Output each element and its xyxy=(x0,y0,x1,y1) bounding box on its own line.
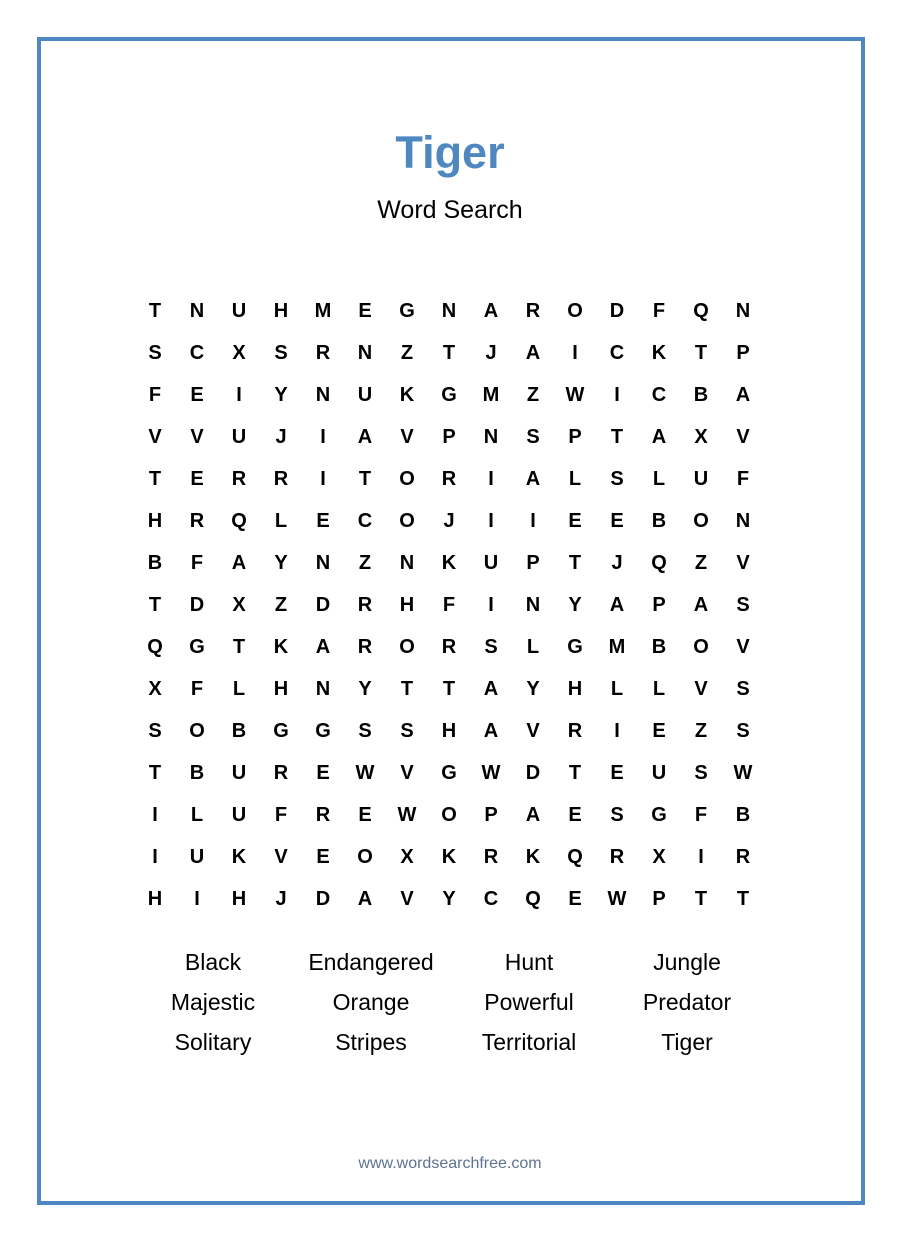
grid-letter[interactable]: L xyxy=(568,468,582,490)
word-list-item: Predator xyxy=(642,988,732,1015)
grid-letter[interactable]: G xyxy=(399,300,415,322)
grid-letter[interactable]: R xyxy=(315,804,331,826)
grid-letter[interactable]: J xyxy=(485,342,497,364)
grid-letter[interactable]: C xyxy=(651,384,667,406)
grid-letter[interactable]: I xyxy=(530,510,536,532)
grid-letter[interactable]: F xyxy=(736,468,750,490)
grid-letter[interactable]: X xyxy=(694,426,708,448)
page-subtitle: Word Search xyxy=(377,196,523,224)
grid-letter[interactable]: T xyxy=(442,678,456,700)
word-list-item: Hunt xyxy=(504,948,554,975)
grid-letter[interactable]: R xyxy=(441,468,457,490)
grid-letter[interactable]: J xyxy=(443,510,455,532)
grid-letter[interactable]: G xyxy=(567,636,583,658)
grid-letter[interactable]: E xyxy=(316,846,330,868)
grid-letter[interactable]: F xyxy=(148,384,162,406)
grid-letter[interactable]: U xyxy=(189,846,205,868)
grid-letter[interactable]: T xyxy=(400,678,414,700)
grid-letter[interactable]: I xyxy=(614,384,620,406)
grid-letter[interactable]: U xyxy=(357,384,373,406)
grid-letter[interactable]: F xyxy=(274,804,288,826)
word-list-item: Jungle xyxy=(653,948,721,975)
grid-letter[interactable]: S xyxy=(736,678,750,700)
grid-letter[interactable]: L xyxy=(232,678,246,700)
grid-letter[interactable]: R xyxy=(273,762,289,784)
word-list-item: Powerful xyxy=(484,988,574,1015)
grid-letter[interactable]: B xyxy=(147,552,163,574)
grid-letter[interactable]: L xyxy=(652,468,666,490)
grid-letter[interactable]: R xyxy=(735,846,751,868)
grid-letter[interactable]: Q xyxy=(525,888,541,910)
grid-letter[interactable]: B xyxy=(651,510,667,532)
grid-letter[interactable]: W xyxy=(607,888,627,910)
grid-letter[interactable]: S xyxy=(610,468,624,490)
grid-letter[interactable]: V xyxy=(190,426,204,448)
grid-letter[interactable]: P xyxy=(568,426,582,448)
grid-letter[interactable]: G xyxy=(315,720,331,742)
letter-grid xyxy=(134,290,764,920)
grid-letter[interactable]: S xyxy=(610,804,624,826)
grid-letter[interactable]: T xyxy=(358,468,372,490)
word-list xyxy=(134,942,766,1062)
grid-letter[interactable]: T xyxy=(148,300,162,322)
grid-letter[interactable]: O xyxy=(357,846,373,868)
grid-letter[interactable]: S xyxy=(400,720,414,742)
grid-letter[interactable]: D xyxy=(189,594,205,616)
grid-letter[interactable]: N xyxy=(735,300,751,322)
grid-letter[interactable]: I xyxy=(236,384,242,406)
grid-letter[interactable]: A xyxy=(483,300,499,322)
grid-letter[interactable]: R xyxy=(525,300,541,322)
grid-letter[interactable]: B xyxy=(231,720,247,742)
grid-letter[interactable]: N xyxy=(315,552,331,574)
grid-letter[interactable]: T xyxy=(568,762,582,784)
grid-letter[interactable]: K xyxy=(231,846,247,868)
grid-letter[interactable]: L xyxy=(190,804,204,826)
grid-letter[interactable]: R xyxy=(357,636,373,658)
grid-letter[interactable]: E xyxy=(610,762,624,784)
grid-letter[interactable]: R xyxy=(441,636,457,658)
grid-letter[interactable]: Z xyxy=(358,552,372,574)
grid-letter[interactable]: D xyxy=(609,300,625,322)
grid-letter[interactable]: R xyxy=(315,342,331,364)
grid-letter[interactable]: E xyxy=(568,804,582,826)
grid-letter[interactable]: M xyxy=(314,300,332,322)
grid-letter[interactable]: X xyxy=(652,846,666,868)
grid-letter[interactable]: D xyxy=(525,762,541,784)
grid-letter[interactable]: Y xyxy=(358,678,372,700)
grid-letter[interactable]: O xyxy=(189,720,205,742)
grid-letter[interactable]: S xyxy=(484,636,498,658)
grid-letter[interactable]: E xyxy=(190,468,204,490)
grid-letter[interactable]: A xyxy=(651,426,667,448)
grid-letter[interactable]: V xyxy=(400,762,414,784)
grid-letter[interactable]: I xyxy=(698,846,704,868)
grid-letter[interactable]: U xyxy=(231,426,247,448)
grid-letter[interactable]: H xyxy=(273,300,289,322)
grid-letter[interactable]: I xyxy=(320,426,326,448)
grid-letter[interactable]: L xyxy=(526,636,540,658)
grid-letter[interactable]: X xyxy=(232,594,246,616)
grid-letter[interactable]: I xyxy=(152,846,158,868)
grid-letter[interactable]: A xyxy=(525,804,541,826)
grid-letter[interactable]: Z xyxy=(694,552,708,574)
grid-letter[interactable]: B xyxy=(189,762,205,784)
grid-letter[interactable]: O xyxy=(399,636,415,658)
grid-letter[interactable]: U xyxy=(693,468,709,490)
grid-letter[interactable]: A xyxy=(231,552,247,574)
grid-letter[interactable]: A xyxy=(525,468,541,490)
grid-letter[interactable]: C xyxy=(483,888,499,910)
grid-letter[interactable]: R xyxy=(273,468,289,490)
grid-letter[interactable]: S xyxy=(148,342,162,364)
grid-letter[interactable]: U xyxy=(651,762,667,784)
grid-letter[interactable]: I xyxy=(614,720,620,742)
grid-letter[interactable]: H xyxy=(273,678,289,700)
grid-letter[interactable]: F xyxy=(190,552,204,574)
grid-letter[interactable]: Y xyxy=(442,888,456,910)
grid-letter[interactable]: R xyxy=(189,510,205,532)
grid-letter[interactable]: O xyxy=(399,468,415,490)
grid-letter[interactable]: G xyxy=(273,720,289,742)
grid-letter[interactable]: J xyxy=(275,888,287,910)
grid-letter[interactable]: I xyxy=(194,888,200,910)
grid-letter[interactable]: W xyxy=(481,762,501,784)
grid-letter[interactable]: P xyxy=(652,888,666,910)
grid-letter[interactable]: O xyxy=(399,510,415,532)
grid-letter[interactable]: P xyxy=(526,552,540,574)
grid-letter[interactable]: R xyxy=(609,846,625,868)
grid-letter[interactable]: Y xyxy=(568,594,582,616)
word-list-item: Stripes xyxy=(335,1028,407,1055)
grid-letter[interactable]: W xyxy=(565,384,585,406)
grid-letter[interactable]: N xyxy=(441,300,457,322)
grid-letter[interactable]: Q xyxy=(231,510,247,532)
grid-letter[interactable]: N xyxy=(357,342,373,364)
grid-letter[interactable]: V xyxy=(694,678,708,700)
grid-letter[interactable]: C xyxy=(189,342,205,364)
grid-letter[interactable]: W xyxy=(355,762,375,784)
grid-letter[interactable]: O xyxy=(693,636,709,658)
grid-letter[interactable]: L xyxy=(610,678,624,700)
grid-letter[interactable]: X xyxy=(148,678,162,700)
grid-letter[interactable]: Q xyxy=(651,552,667,574)
grid-letter[interactable]: G xyxy=(189,636,205,658)
grid-letter[interactable]: R xyxy=(567,720,583,742)
grid-letter[interactable]: E xyxy=(190,384,204,406)
grid-letter[interactable]: T xyxy=(568,552,582,574)
grid-letter[interactable]: O xyxy=(441,804,457,826)
grid-letter[interactable]: V xyxy=(400,888,414,910)
grid-letter[interactable]: Q xyxy=(147,636,163,658)
grid-letter[interactable]: N xyxy=(399,552,415,574)
grid-letter[interactable]: S xyxy=(694,762,708,784)
grid-letter[interactable]: M xyxy=(608,636,626,658)
word-list-item: Territorial xyxy=(481,1028,577,1055)
grid-letter[interactable]: A xyxy=(735,384,751,406)
grid-letter[interactable]: Z xyxy=(694,720,708,742)
page-title: Tiger xyxy=(395,127,505,178)
grid-letter[interactable]: A xyxy=(315,636,331,658)
grid-letter[interactable]: I xyxy=(488,468,494,490)
grid-letter[interactable]: H xyxy=(441,720,457,742)
grid-letter[interactable]: L xyxy=(274,510,288,532)
grid-letter[interactable]: Q xyxy=(567,846,583,868)
grid-letter[interactable]: W xyxy=(733,762,753,784)
grid-letter[interactable]: Z xyxy=(274,594,288,616)
grid-letter[interactable]: G xyxy=(651,804,667,826)
grid-letter[interactable]: A xyxy=(609,594,625,616)
grid-letter[interactable]: L xyxy=(652,678,666,700)
grid-letter[interactable]: X xyxy=(400,846,414,868)
grid-letter[interactable]: Y xyxy=(274,552,288,574)
grid-letter[interactable]: B xyxy=(735,804,751,826)
grid-letter[interactable]: P xyxy=(442,426,456,448)
grid-letter[interactable]: R xyxy=(483,846,499,868)
grid-letter[interactable]: I xyxy=(488,510,494,532)
grid-letter[interactable]: N xyxy=(735,510,751,532)
grid-letter[interactable]: X xyxy=(232,342,246,364)
grid-letter[interactable]: J xyxy=(611,552,623,574)
grid-letter[interactable]: R xyxy=(231,468,247,490)
grid-letter[interactable]: U xyxy=(483,552,499,574)
grid-letter[interactable]: Z xyxy=(526,384,540,406)
grid-letter[interactable]: K xyxy=(441,552,457,574)
grid-letter[interactable]: N xyxy=(315,678,331,700)
grid-letter[interactable]: V xyxy=(736,636,750,658)
grid-letter[interactable]: I xyxy=(152,804,158,826)
grid-letter[interactable]: D xyxy=(315,888,331,910)
grid-letter[interactable]: C xyxy=(609,342,625,364)
grid-letter[interactable]: H xyxy=(567,678,583,700)
grid-letter[interactable]: F xyxy=(694,804,708,826)
grid-letter[interactable]: S xyxy=(274,342,288,364)
grid-letter[interactable]: N xyxy=(315,384,331,406)
word-list-item: Orange xyxy=(332,988,410,1015)
grid-letter[interactable]: O xyxy=(567,300,583,322)
grid-letter[interactable]: T xyxy=(148,594,162,616)
grid-letter[interactable]: F xyxy=(442,594,456,616)
grid-letter[interactable]: M xyxy=(482,384,500,406)
word-list-item: Endangered xyxy=(308,948,434,975)
grid-letter[interactable]: A xyxy=(357,888,373,910)
word-list-item: Majestic xyxy=(170,988,256,1015)
grid-letter[interactable]: U xyxy=(231,804,247,826)
footer-url[interactable]: www.wordsearchfree.com xyxy=(358,1155,542,1172)
grid-letter[interactable]: H xyxy=(399,594,415,616)
grid-letter[interactable]: A xyxy=(483,720,499,742)
grid-letter[interactable]: Z xyxy=(400,342,414,364)
grid-letter[interactable]: T xyxy=(148,762,162,784)
grid-letter[interactable]: H xyxy=(231,888,247,910)
grid-letter[interactable]: I xyxy=(320,468,326,490)
grid-letter[interactable]: V xyxy=(736,552,750,574)
grid-letter[interactable]: S xyxy=(736,720,750,742)
grid-letter[interactable]: A xyxy=(483,678,499,700)
grid-letter[interactable]: F xyxy=(652,300,666,322)
grid-letter[interactable]: N xyxy=(525,594,541,616)
grid-letter[interactable]: N xyxy=(189,300,205,322)
grid-letter[interactable]: J xyxy=(275,426,287,448)
grid-letter[interactable]: K xyxy=(651,342,667,364)
grid-letter[interactable]: T xyxy=(694,888,708,910)
grid-letter[interactable]: E xyxy=(568,888,582,910)
grid-letter[interactable]: G xyxy=(441,384,457,406)
grid-letter[interactable]: E xyxy=(316,762,330,784)
grid-letter[interactable]: R xyxy=(357,594,373,616)
grid-letter[interactable]: E xyxy=(652,720,666,742)
grid-letter[interactable]: E xyxy=(358,300,372,322)
grid-letter[interactable]: T xyxy=(736,888,750,910)
grid-letter[interactable]: K xyxy=(399,384,415,406)
grid-letter[interactable]: H xyxy=(147,888,163,910)
grid-letter[interactable]: P xyxy=(484,804,498,826)
grid-letter[interactable]: Q xyxy=(693,300,709,322)
grid-letter[interactable]: B xyxy=(693,384,709,406)
grid-letter[interactable]: T xyxy=(442,342,456,364)
grid-letter[interactable]: P xyxy=(736,342,750,364)
grid-letter[interactable]: E xyxy=(358,804,372,826)
grid-letter[interactable]: V xyxy=(274,846,288,868)
grid-letter[interactable]: S xyxy=(148,720,162,742)
grid-letter[interactable]: I xyxy=(488,594,494,616)
word-list-item: Tiger xyxy=(661,1028,713,1055)
grid-letter[interactable]: H xyxy=(147,510,163,532)
grid-letter[interactable]: T xyxy=(148,468,162,490)
grid-letter[interactable]: E xyxy=(610,510,624,532)
grid-letter[interactable]: U xyxy=(231,762,247,784)
grid-letter[interactable]: K xyxy=(441,846,457,868)
grid-letter[interactable]: S xyxy=(736,594,750,616)
grid-letter[interactable]: T xyxy=(610,426,624,448)
grid-letter[interactable]: C xyxy=(357,510,373,532)
grid-letter[interactable]: K xyxy=(525,846,541,868)
grid-letter[interactable]: V xyxy=(736,426,750,448)
grid-letter[interactable]: A xyxy=(525,342,541,364)
word-list-item: Solitary xyxy=(174,1028,252,1055)
grid-letter[interactable]: Y xyxy=(526,678,540,700)
grid-letter[interactable]: O xyxy=(693,510,709,532)
grid-letter[interactable]: T xyxy=(694,342,708,364)
grid-letter[interactable]: D xyxy=(315,594,331,616)
grid-letter[interactable]: Y xyxy=(274,384,288,406)
grid-letter[interactable]: E xyxy=(316,510,330,532)
grid-letter[interactable]: G xyxy=(441,762,457,784)
grid-letter[interactable]: W xyxy=(397,804,417,826)
grid-letter[interactable]: E xyxy=(568,510,582,532)
grid-letter[interactable]: S xyxy=(526,426,540,448)
grid-letter[interactable]: V xyxy=(526,720,540,742)
grid-letter[interactable]: U xyxy=(231,300,247,322)
grid-letter[interactable]: V xyxy=(400,426,414,448)
grid-letter[interactable]: S xyxy=(358,720,372,742)
grid-letter[interactable]: P xyxy=(652,594,666,616)
grid-letter[interactable]: K xyxy=(273,636,289,658)
grid-letter[interactable]: I xyxy=(572,342,578,364)
grid-letter[interactable]: T xyxy=(232,636,246,658)
grid-letter[interactable]: A xyxy=(357,426,373,448)
grid-letter[interactable]: F xyxy=(190,678,204,700)
grid-letter[interactable]: B xyxy=(651,636,667,658)
grid-letter[interactable]: A xyxy=(693,594,709,616)
word-list-item: Black xyxy=(184,948,242,975)
grid-letter[interactable]: V xyxy=(148,426,162,448)
grid-letter[interactable]: N xyxy=(483,426,499,448)
